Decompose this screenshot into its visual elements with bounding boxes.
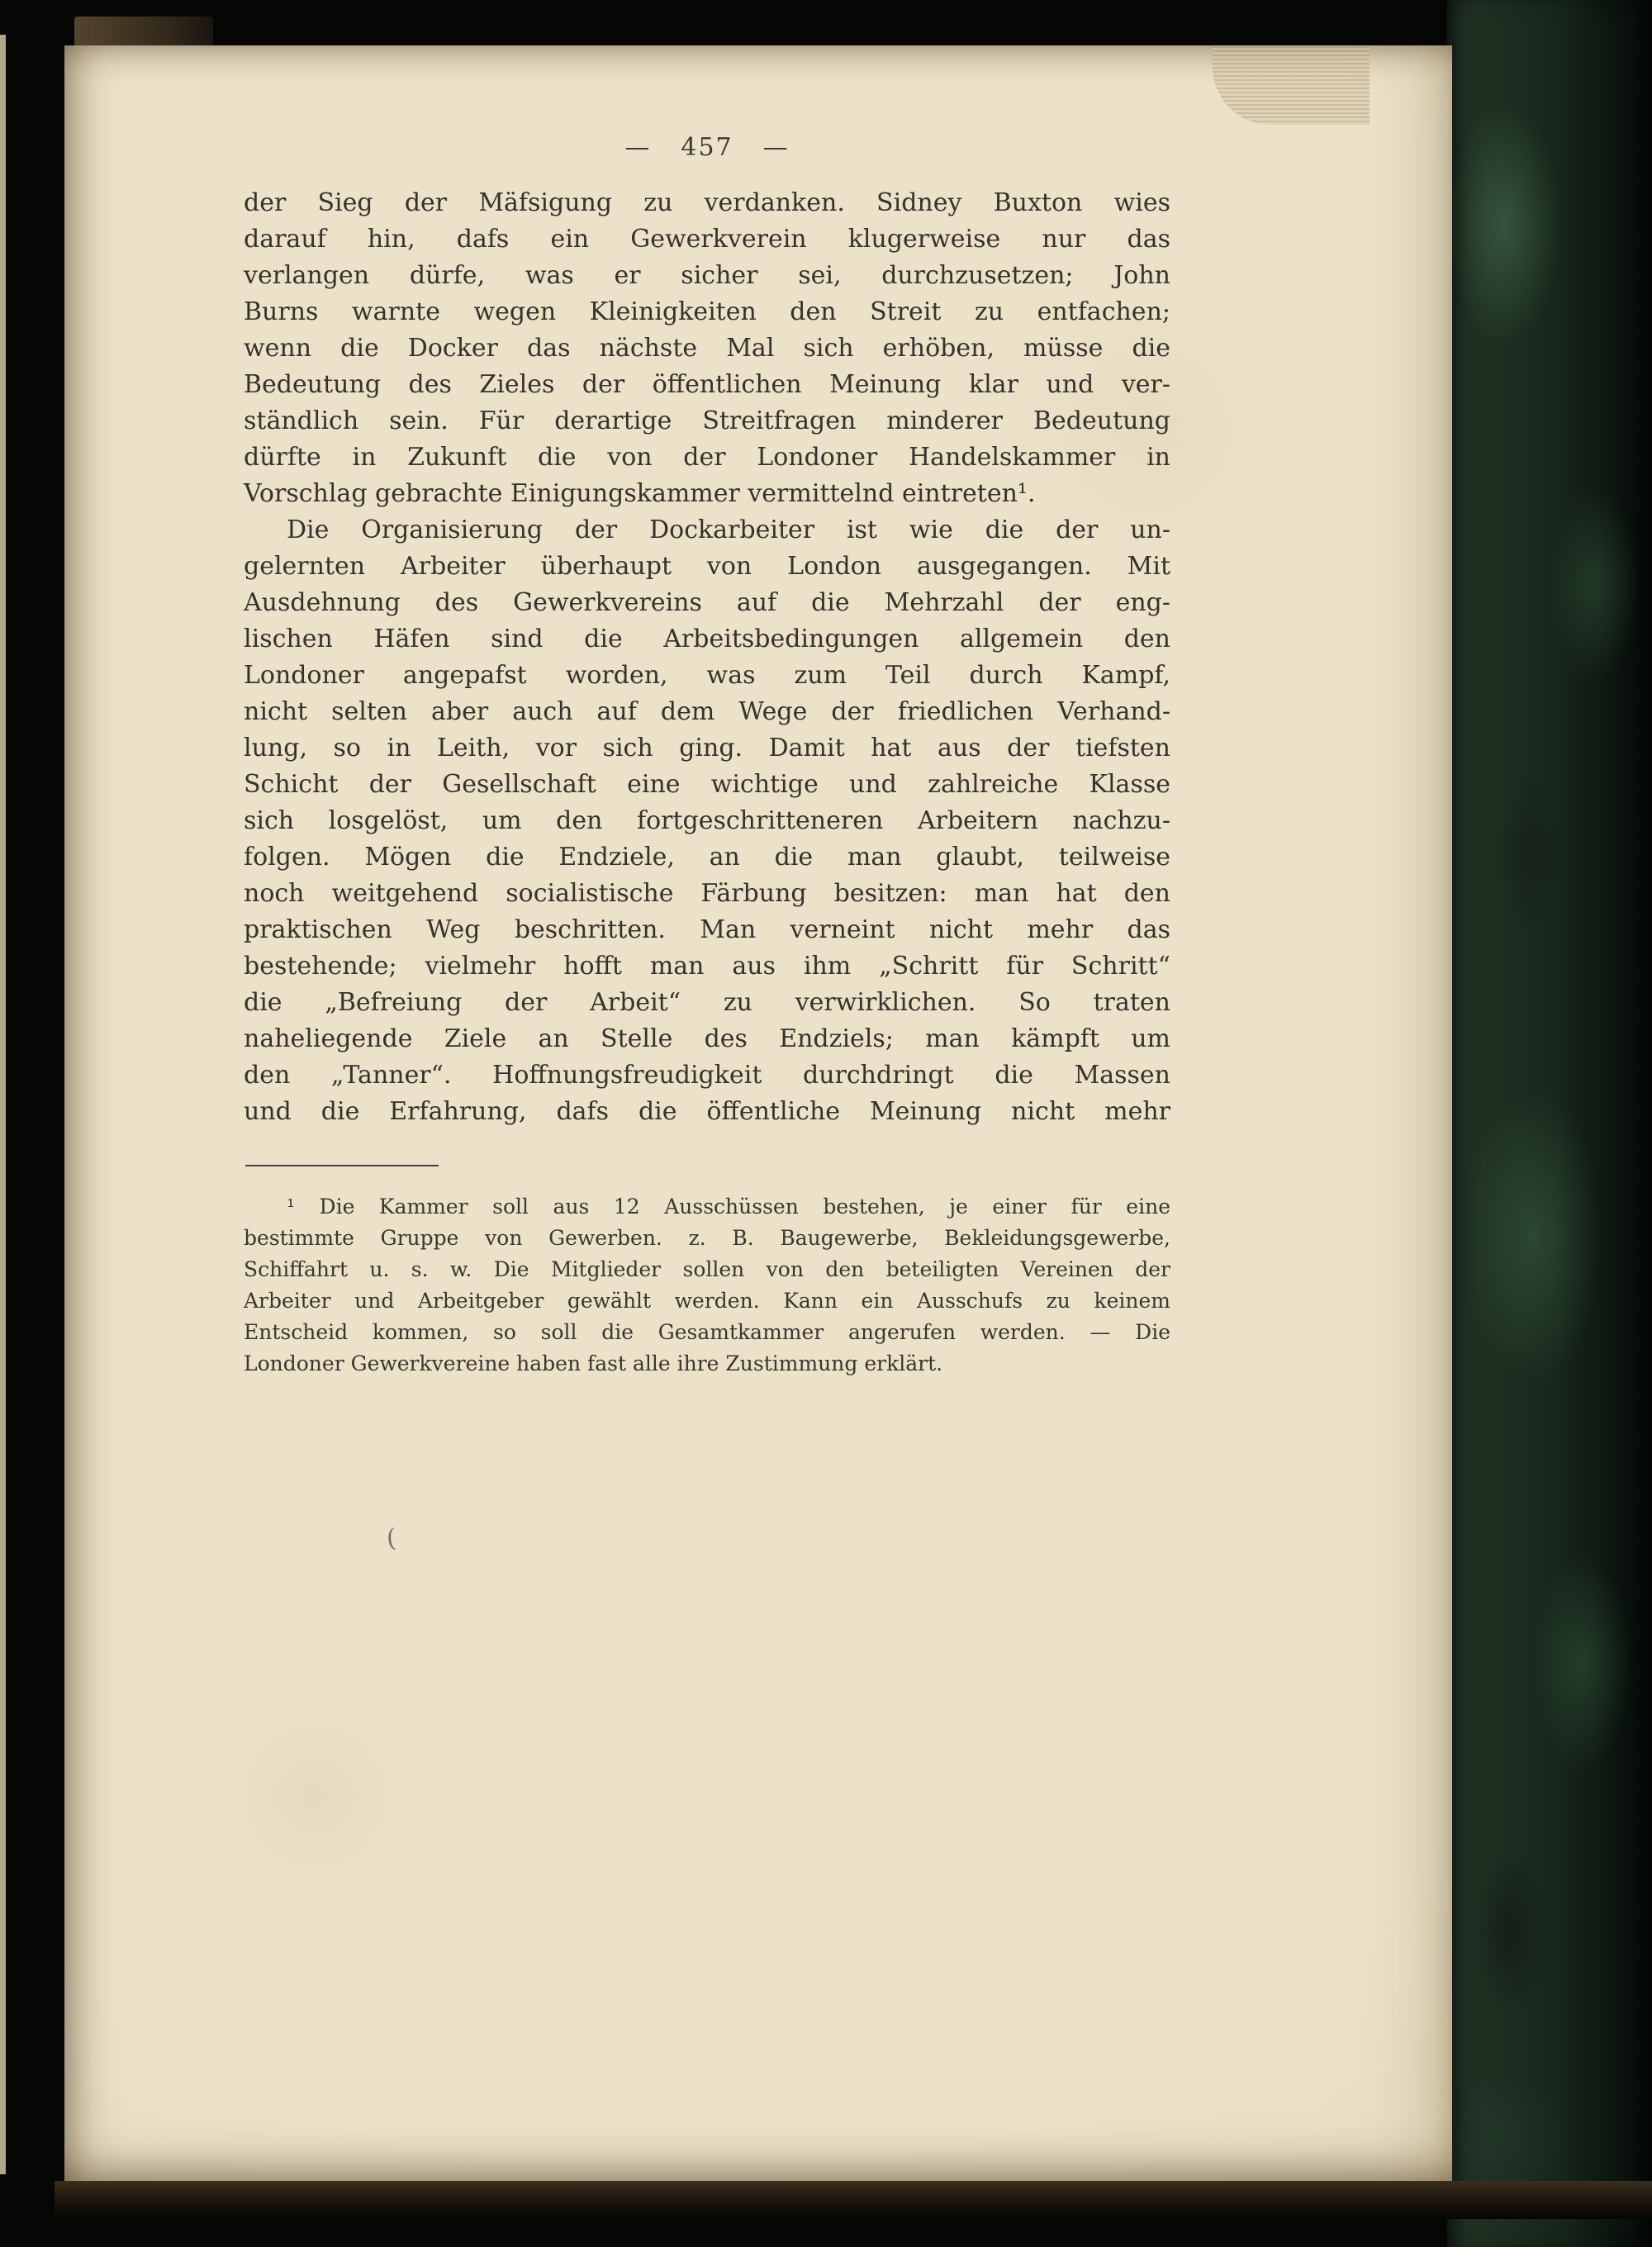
book-page: [64, 45, 1452, 2181]
page-number-dash-left: —: [624, 132, 652, 162]
page-fore-edge: [1357, 45, 1452, 2181]
footnote: [244, 1191, 1170, 1380]
body-line: den „Tanner“. Hoffnungsfreudigkeit durchdringt die Massen: [244, 1061, 1170, 1090]
footnote-line: Arbeiter und Arbeitgeber gewählt werden. Kann ein Ausschufs zu keinem: [244, 1289, 1170, 1313]
body-line: der Sieg der Mäfsigung zu verdanken. Sidney Buxton wies: [244, 188, 1170, 217]
body-line: Vorschlag gebrachte Einigungskammer vermittelnd eintreten¹.: [244, 479, 1036, 508]
body-line: und die Erfahrung, dafs die öffentliche Meinung nicht mehr: [244, 1097, 1170, 1126]
page-number-dash-right: —: [762, 132, 790, 162]
page-top-edge: [1213, 45, 1370, 125]
body-line: lischen Häfen sind die Arbeitsbedingungen allgemein den: [244, 625, 1170, 653]
body-line: folgen. Mögen die Endziele, an die man glaubt, teilweise: [244, 843, 1170, 872]
book-spine-corner: [74, 17, 213, 48]
footnote-line: Londoner Gewerkvereine haben fast alle ihre Zustimmung erklärt.: [244, 1352, 943, 1375]
body-line: bestehende; vielmehr hofft man aus ihm „Schritt für Schritt“: [244, 952, 1170, 981]
page-number: 457: [681, 132, 733, 162]
body-line: dürfte in Zukunft die von der Londoner Handelskammer in: [244, 443, 1170, 472]
stray-ink-mark: (: [385, 1523, 397, 1554]
body-line: sich losgelöst, um den fortgeschritteneren Arbeitern nachzu-: [244, 806, 1170, 835]
body-line: lung, so in Leith, vor sich ging. Damit hat aus der tiefsten: [244, 734, 1170, 762]
body-line: verlangen dürfe, was er sicher sei, durchzusetzen; John: [244, 261, 1170, 290]
scan-left-edge: [0, 35, 6, 2174]
body-line: darauf hin, dafs ein Gewerkverein klugerweise nur das: [244, 225, 1170, 254]
footnote-line: bestimmte Gruppe von Gewerben. z. B. Baugewerbe, Bekleidungsgewerbe,: [244, 1226, 1170, 1250]
body-line: gelernten Arbeiter überhaupt von London ausgegangen. Mit: [244, 552, 1170, 581]
paragraph-2: [244, 512, 1170, 1130]
body-line: noch weitgehend socialistische Färbung besitzen: man hat den: [244, 879, 1170, 908]
body-line: wenn die Docker das nächste Mal sich erhöben, müsse die: [244, 334, 1170, 363]
body-line: Die Organisierung der Dockarbeiter ist wie die der un-: [287, 515, 1170, 544]
body-line: Ausdehnung des Gewerkvereins auf die Mehrzahl der eng-: [244, 588, 1170, 617]
body-line: die „Befreiung der Arbeit“ zu verwirklichen. So traten: [244, 988, 1170, 1017]
body-line: ständlich sein. Für derartige Streitfragen minderer Bedeutung: [244, 406, 1170, 435]
book-cover-marbled: [1447, 0, 1652, 2247]
body-line: Burns warnte wegen Kleinigkeiten den Streit zu entfachen;: [244, 297, 1170, 326]
footnote-line: ¹ Die Kammer soll aus 12 Ausschüssen bestehen, je einer für eine: [287, 1195, 1170, 1219]
body-line: Schicht der Gesellschaft eine wichtige und zahlreiche Klasse: [244, 770, 1170, 799]
body-line: Bedeutung des Zieles der öffentlichen Meinung klar und ver-: [244, 370, 1170, 399]
page-number-row: [244, 131, 1170, 164]
body-line: naheliegende Ziele an Stelle des Endziels; man kämpft um: [244, 1024, 1170, 1053]
footnote-line: Schiffahrt u. s. w. Die Mitglieder sollen von den beteiligten Vereinen der: [244, 1257, 1170, 1281]
body-line: praktischen Weg beschritten. Man verneint nicht mehr das: [244, 915, 1170, 944]
body-line: Londoner angepafst worden, was zum Teil durch Kampf,: [244, 661, 1170, 690]
book-bottom-edge: [55, 2181, 1652, 2219]
print-area: [244, 131, 1170, 1380]
footnote-line: Entscheid kommen, so soll die Gesamtkammer angerufen werden. — Die: [244, 1320, 1170, 1344]
footnote-separator: [245, 1165, 439, 1166]
paragraph-1: [244, 185, 1170, 512]
body-line: nicht selten aber auch auf dem Wege der friedlichen Verhand-: [244, 697, 1170, 726]
